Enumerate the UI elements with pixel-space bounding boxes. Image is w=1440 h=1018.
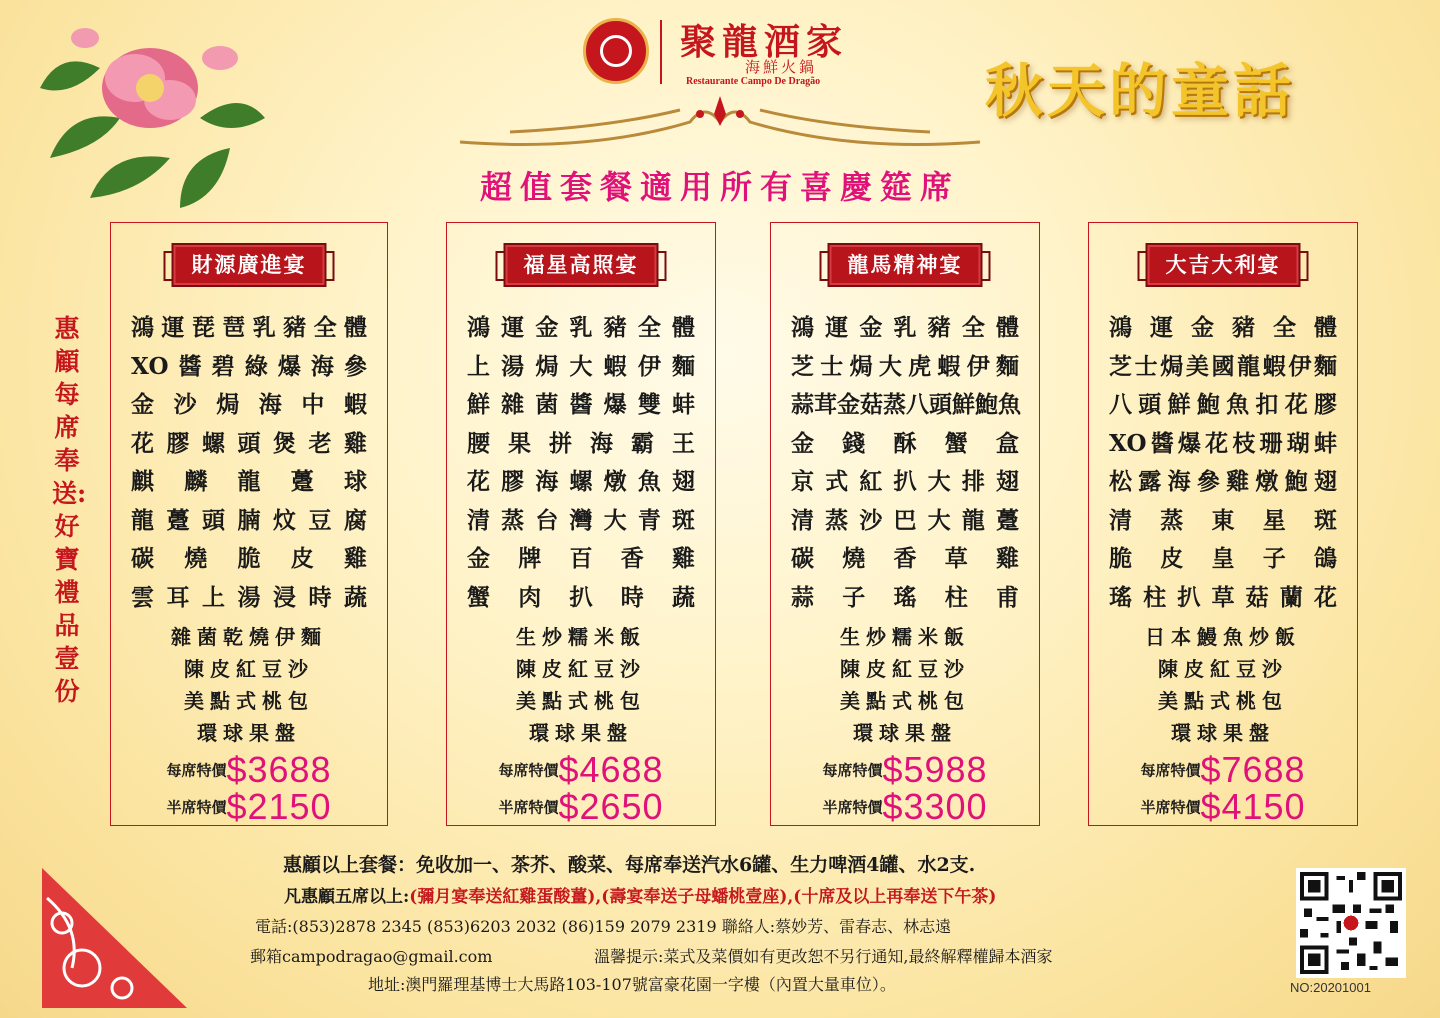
restaurant-subname: 海鮮火鍋: [745, 58, 818, 76]
dish-item: 鮮雜菌醬爆雙蚌: [467, 391, 695, 418]
dish-item: XO醬爆花枝珊瑚蚌: [1109, 429, 1337, 457]
dish-item: 腰果拼海霸王: [467, 429, 695, 457]
dish-item: 上湯焗大蝦伊麵: [467, 352, 695, 380]
extra-item: 雜菌乾燒伊麵: [171, 625, 327, 649]
half-price-value: $4150: [1200, 786, 1306, 827]
half-price-value: $3300: [882, 786, 988, 827]
dish-item: 清蒸台灣大青斑: [467, 506, 695, 534]
dish-item: 花膠螺頭煲老雞: [131, 429, 367, 457]
dish-item: 京式紅扒大排翅: [791, 468, 1019, 495]
dish-item: 芝士焗美國龍蝦伊麵: [1109, 352, 1337, 380]
extra-item: 陳皮紅豆沙: [516, 657, 646, 681]
dish-item: 鴻運金乳豬全體: [791, 314, 1019, 341]
menu-title-badge: 大吉大利宴: [1146, 243, 1301, 287]
restaurant-english-name: Restaurante Campo De Dragão: [686, 76, 821, 87]
menu-title-badge: 福星高照宴: [504, 243, 659, 287]
table-price-row: [771, 749, 1039, 791]
corner-lattice-ornament: [42, 868, 187, 1008]
table-price-label: 每席特價: [498, 761, 559, 780]
half-price-row: [771, 786, 1039, 828]
half-price-label: 半席特價: [822, 798, 883, 817]
dish-item: 金錢酥蟹盒: [791, 429, 1019, 457]
dish-item: XO醬碧綠爆海參: [131, 352, 367, 380]
dish-item: 龍躉頭腩炆豆腐: [131, 506, 367, 534]
table-price-row: [111, 749, 387, 791]
dish-item: 金沙焗海中蝦: [131, 391, 367, 418]
extra-item: 生炒糯米飯: [516, 625, 646, 649]
footer-bonus-prefix: 凡惠顧五席以上:: [284, 887, 410, 907]
footer-bonus-detail: (彌月宴奉送紅雞蛋酸薑),(壽宴奉送子母蟠桃壹座),(十席及以上再奉送下午茶): [409, 887, 997, 907]
menu-box: [770, 222, 1040, 826]
table-price-label: 每席特價: [166, 761, 227, 780]
campaign-title: 秋天的童話: [985, 57, 1296, 125]
dish-item: 八頭鮮鮑魚扣花膠: [1109, 391, 1337, 418]
dish-item: 碳燒香草雞: [791, 545, 1019, 572]
extra-item: 環球果盤: [529, 721, 633, 745]
dish-item: 脆皮皇子鴿: [1109, 545, 1337, 572]
table-price-row: [447, 749, 715, 791]
menu-box: [446, 222, 716, 826]
half-price-row: [447, 786, 715, 828]
half-price-value: $2650: [558, 786, 664, 827]
restaurant-logo-seal: [583, 18, 649, 84]
dish-item: 芝士焗大虎蝦伊麵: [791, 352, 1019, 380]
menu-box: [1088, 222, 1358, 826]
half-price-label: 半席特價: [1140, 798, 1201, 817]
qr-code[interactable]: [1296, 868, 1406, 978]
subtitle: 超值套餐適用所有喜慶筵席: [480, 168, 961, 206]
menu-title-badge: 財源廣進宴: [172, 243, 327, 287]
dish-item: 清蒸沙巴大龍躉: [791, 506, 1019, 534]
restaurant-name: 聚龍酒家: [680, 21, 849, 63]
dish-item: 瑤柱扒草菇蘭花: [1109, 583, 1337, 611]
promo-vertical-text: 惠顧每席奉送:好寶禮品壹份: [52, 314, 87, 706]
table-price-value: $3688: [226, 749, 332, 790]
serial-number: NO:20201001: [1290, 980, 1371, 995]
extra-item: 美點式桃包: [184, 689, 314, 713]
dish-item: 蒜子瑤柱甫: [791, 583, 1019, 611]
dish-item: 蟹肉扒時蔬: [467, 583, 695, 611]
peony-flower-decoration: [30, 8, 270, 223]
extra-item: 陳皮紅豆沙: [840, 657, 970, 681]
dish-item: 蒜茸金菇蒸八頭鮮鮑魚: [791, 391, 1021, 418]
half-price-value: $2150: [226, 786, 332, 827]
extra-item: 美點式桃包: [516, 689, 646, 713]
half-price-label: 半席特價: [166, 798, 227, 817]
half-price-row: [111, 786, 387, 828]
dish-item: 花膠海螺燉魚翅: [467, 468, 695, 495]
dish-item: 鴻運琵琶乳豬全體: [131, 314, 367, 341]
footer-phone: 電話:(853)2878 2345 (853)6203 2032 (86)159 2079 2319 聯絡人:蔡妙芳、雷春志、林志遠: [255, 917, 952, 936]
menu-title-badge: 龍馬精神宴: [828, 243, 983, 287]
dish-item: 鴻運金乳豬全體: [467, 314, 695, 341]
extra-item: 陳皮紅豆沙: [1158, 657, 1288, 681]
table-price-label: 每席特價: [1140, 761, 1201, 780]
table-price-label: 每席特價: [822, 761, 883, 780]
logo-divider: [660, 20, 662, 84]
extra-item: 環球果盤: [1171, 721, 1275, 745]
footer-bonus-line: [284, 882, 996, 907]
extra-item: 陳皮紅豆沙: [184, 657, 314, 681]
footer-offer-line: 惠顧以上套餐：免收加一、茶芥、酸菜、每席奉送汽水6罐、生力啤酒4罐、水2支.: [283, 854, 976, 876]
footer-notice: 溫馨提示:菜式及菜價如有更改恕不另行通知,最終解釋權歸本酒家: [594, 947, 1053, 966]
dish-item: 清蒸東星斑: [1109, 506, 1337, 534]
table-price-value: $5988: [882, 749, 988, 790]
extra-item: 日本鰻魚炒飯: [1145, 625, 1301, 649]
footer-address: 地址:澳門羅理基博士大馬路103-107號富豪花園一字樓（內置大量車位）。: [368, 975, 896, 994]
dish-item: 鴻運金豬全體: [1109, 314, 1337, 341]
table-price-row: [1089, 749, 1357, 791]
half-price-label: 半席特價: [498, 798, 559, 817]
dish-item: 碳燒脆皮雞: [131, 545, 367, 572]
dish-item: 松露海參雞燉鮑翅: [1109, 468, 1337, 495]
ornament-swirl: [450, 92, 990, 154]
dish-item: 金牌百香雞: [467, 545, 695, 572]
extra-item: 環球果盤: [197, 721, 301, 745]
table-price-value: $4688: [558, 749, 664, 790]
dish-item: 麒麟龍躉球: [131, 468, 367, 495]
table-price-value: $7688: [1200, 749, 1306, 790]
footer-email[interactable]: 郵箱campodragao@gmail.com: [250, 947, 493, 966]
extra-item: 環球果盤: [853, 721, 957, 745]
extra-item: 美點式桃包: [1158, 689, 1288, 713]
dish-item: 雲耳上湯浸時蔬: [131, 583, 367, 611]
extra-item: 美點式桃包: [840, 689, 970, 713]
extra-item: 生炒糯米飯: [840, 625, 970, 649]
half-price-row: [1089, 786, 1357, 828]
menu-box: [110, 222, 388, 826]
